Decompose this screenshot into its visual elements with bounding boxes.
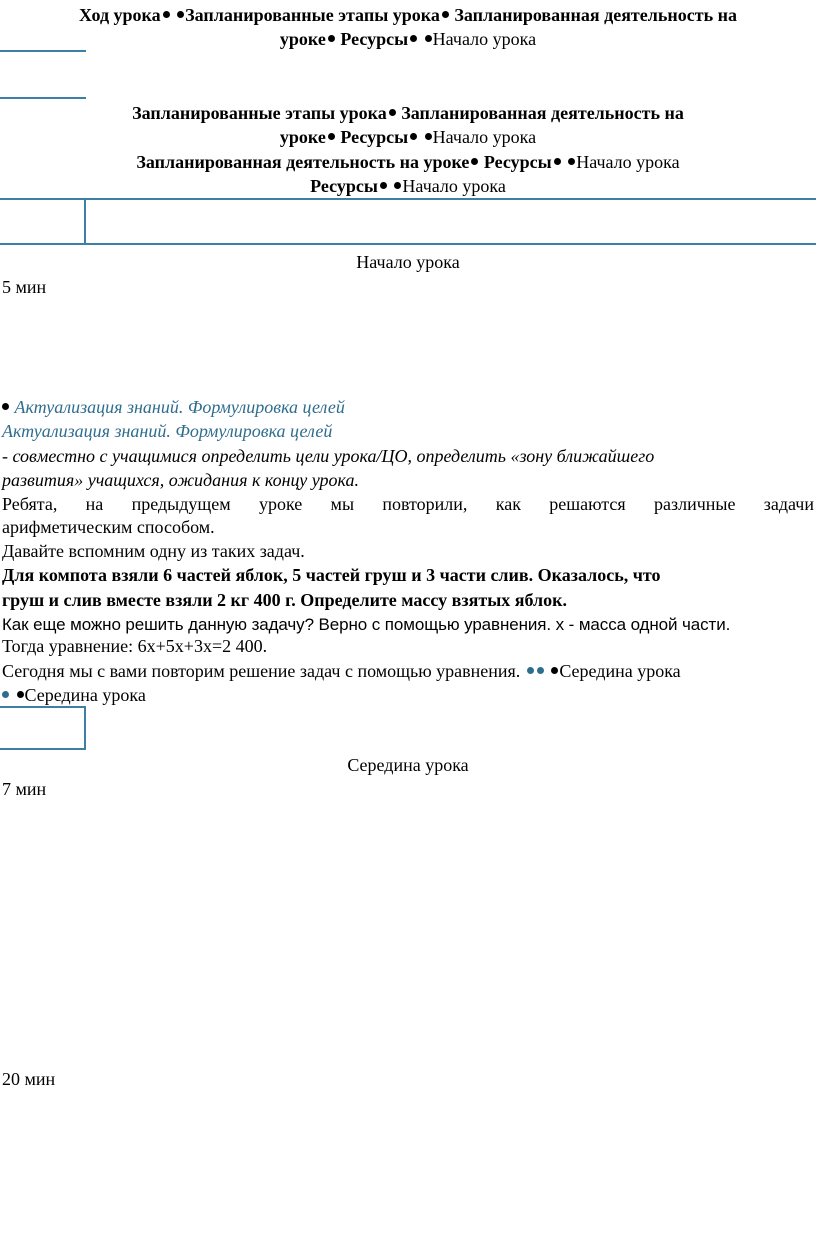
start-time: 5 мин — [2, 277, 47, 297]
task-line-2: груш и слив вместе взяли 2 кг 400 г. Определите массу взятых яблок. — [2, 590, 568, 610]
table-rule — [0, 748, 86, 750]
bullet-icon — [442, 11, 449, 18]
paragraph-2: Давайте вспомним одну из таких задач. — [2, 541, 305, 561]
section-bullet-title: Актуализация знаний. Формулировка целей — [2, 396, 345, 419]
bullet-icon — [568, 158, 575, 165]
table-rule — [84, 706, 86, 750]
start-title: Начало урока — [356, 252, 460, 272]
bullet-icon — [328, 133, 335, 140]
bullet-icon — [2, 691, 9, 698]
bullet-icon — [425, 133, 432, 140]
paragraph-4: Сегодня мы с вами повторим решение задач с помощью уравнения. Середина урока — [2, 661, 681, 681]
bullet-icon — [2, 403, 9, 410]
block2-line-4: Ресурсы Начало урока — [310, 176, 506, 196]
bullet-icon — [410, 35, 417, 42]
goal-line-1: - совместно с учащимися определить цели урока/ЦО, определить «зону ближайшего — [2, 446, 655, 466]
header-line-1: Ход урока Запланированные этапы урока Запланированная деятельность на — [79, 5, 737, 25]
middle-title: Середина урока — [347, 755, 469, 775]
section-title: Актуализация знаний. Формулировка целей — [2, 421, 333, 441]
paragraph-1-line-1: Ребята, на предыдущем уроке мы повторили, как решаются различные задачи — [2, 494, 814, 514]
table-rule — [0, 198, 816, 200]
bullet-icon — [380, 182, 387, 189]
paragraph-1-line-2: арифметическим способом. — [2, 517, 215, 537]
bullet-icon — [537, 667, 544, 674]
table-rule — [0, 97, 86, 99]
middle-time-2: 20 мин — [2, 1069, 56, 1089]
middle-time-1: 7 мин — [2, 779, 47, 799]
table-rule — [0, 706, 86, 708]
bullet-icon — [177, 11, 184, 18]
block2-line-2: уроке Ресурсы Начало урока — [279, 127, 537, 147]
table-rule — [0, 243, 816, 245]
header-line-2: уроке Ресурсы Начало урока — [279, 29, 537, 49]
task-line-1: Для компота взяли 6 частей яблок, 5 частей груш и 3 части слив. Оказалось, что — [2, 565, 661, 585]
block2-line-1: Запланированные этапы урока Запланированная деятельность на — [132, 103, 684, 123]
bullet-icon — [551, 667, 558, 674]
table-rule — [0, 50, 86, 52]
block2-line-3: Запланированная деятельность на уроке Ресурсы Начало урока — [136, 152, 680, 172]
goal-line-2: развития» учащихся, ожидания к концу урока. — [2, 470, 360, 490]
bullet-icon — [394, 182, 401, 189]
bullet-icon — [527, 667, 534, 674]
paragraph-5: Середина урока — [2, 684, 146, 707]
bullet-icon — [554, 158, 561, 165]
bullet-icon — [425, 35, 432, 42]
bullet-icon — [17, 691, 24, 698]
bullet-icon — [471, 158, 478, 165]
paragraph-3-line-1: Как еще можно решить данную задачу? Верно с помощью уравнения. х - масса одной части. — [2, 615, 731, 634]
bullet-icon — [163, 11, 170, 18]
bullet-icon — [389, 109, 396, 116]
bullet-icon — [328, 35, 335, 42]
paragraph-3-line-2: Тогда уравнение: 6х+5х+3х=2 400. — [2, 636, 268, 656]
bullet-icon — [410, 133, 417, 140]
table-rule — [84, 198, 86, 245]
